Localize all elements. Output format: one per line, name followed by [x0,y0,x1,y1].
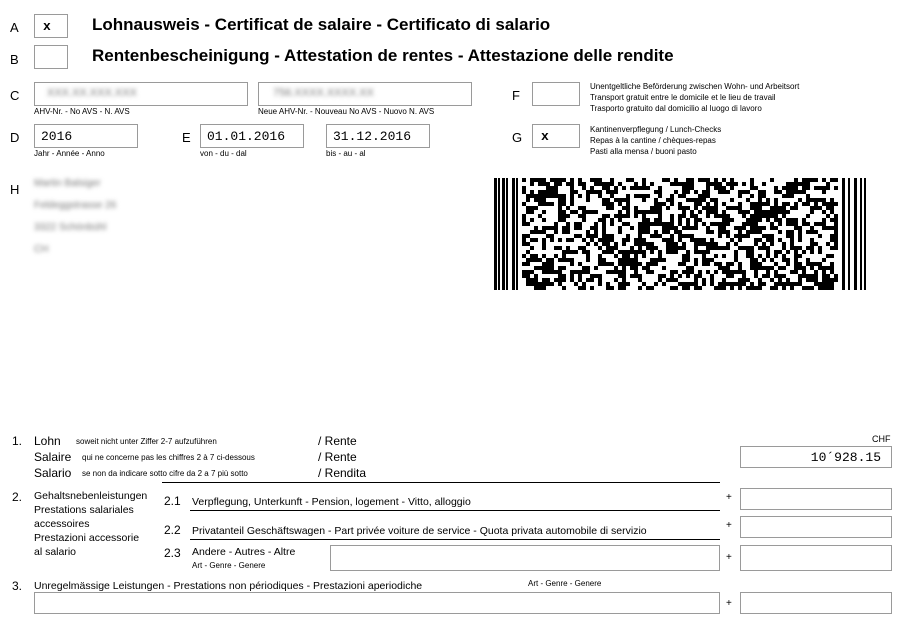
item-2-1-plus: + [726,492,732,503]
item-2-3-plus: + [726,552,732,563]
ahv-number-field[interactable] [34,82,248,106]
transport-label-de: Unentgeltliche Beförderung zwischen Wohn- und Arbeitsort [590,82,800,91]
ahv-number-label: AHV-Nr. - No AVS - N. AVS [34,107,130,116]
barcode-image [494,178,866,290]
item-2-label-de: Gehaltsnebenleistungen [34,490,148,502]
item-2-label-it2: al salario [34,546,77,558]
item-2-2-underline [190,539,720,540]
item-2-label-fr1: Prestations salariales [34,504,134,516]
item-1-note-fr: qui ne concerne pas les chiffres 2 à 7 ci-dessous [82,453,255,462]
transport-label-fr: Transport gratuit entre le domicile et le lieu de travail [590,93,776,102]
item-1-rente-it: / Rendita [318,466,367,480]
period-from-label: von - du - dal [200,149,247,158]
lohnausweis-checkbox[interactable]: x [34,14,68,38]
row-letter-g: G [512,130,523,145]
item-1-word-de: Lohn [34,434,61,448]
rentenbescheinigung-checkbox[interactable] [34,45,68,69]
ahv-number-value: XXX.XX.XXX.XXX [47,87,137,99]
item-2-label-it1: Prestazioni accessorie [34,532,140,544]
canteen-checkbox[interactable]: x [532,124,580,148]
item-2-1-underline [190,510,720,511]
item-2-1-label: Verpflegung, Unterkunft - Pension, logement - Vitto, alloggio [192,496,471,508]
item-2-3-amount-field[interactable] [740,545,892,571]
item-1-number: 1. [12,434,23,448]
lohnausweis-title: Lohnausweis - Certificat de salaire - Certificato di salario [92,15,551,34]
new-ahv-number-label: Neue AHV-Nr. - Nouveau No AVS - Nuovo N. AVS [258,107,435,116]
item-1-word-fr: Salaire [34,450,72,464]
item-3-number: 3. [12,579,23,593]
row-letter-c: C [10,88,20,103]
item-1-note-it: se non da indicare sotto cifre da 2 a 7 più sotto [82,469,248,478]
canteen-label-fr: Repas à la cantine / chèques-repas [590,136,716,145]
row-letter-h: H [10,182,20,197]
item-1-note-de: soweit nicht unter Ziffer 2-7 aufzuführen [76,437,217,446]
item-1-rente-de: / Rente [318,434,357,448]
row-letter-e: E [182,130,191,145]
item-3-amount-field[interactable] [740,592,892,614]
address-street: Feldeggstrasse 26 [34,200,117,211]
year-label: Jahr - Année - Anno [34,149,105,158]
new-ahv-number-value: 756.XXXX.XXXX.XX [273,87,374,99]
address-country: CH [34,244,49,255]
item-2-2-number: 2.2 [164,523,181,537]
employee-address [34,178,116,266]
item-2-3-label: Andere - Autres - Altre [192,546,296,558]
item-2-2-amount-field[interactable] [740,516,892,538]
row-letter-b: B [10,52,19,67]
item-1-rente-fr: / Rente [318,450,357,464]
item-2-3-number: 2.3 [164,546,181,560]
transport-checkbox[interactable] [532,82,580,106]
transport-label-it: Trasporto gratuito dal domicilio al luogo di lavoro [590,104,762,113]
item-1-amount-field[interactable] [740,446,892,468]
item-3-sublabel: Art - Genre - Genere [528,579,602,588]
canteen-label-it: Pasti alla mensa / buoni pasto [590,147,697,156]
year-field[interactable] [34,124,138,148]
item-2-2-plus: + [726,520,732,531]
address-city: 3322 Schönbühl [34,222,107,233]
period-to-value: 31.12.2016 [333,129,412,144]
address-name: Martin Balsiger [34,178,101,189]
item-2-3-type-field[interactable] [330,545,720,571]
item-1-word-it: Salario [34,466,72,480]
currency-label: CHF [872,434,891,444]
item-3-plus: + [726,598,732,609]
item-3-type-field[interactable] [34,592,720,614]
period-to-label: bis - au - al [326,149,366,158]
row-letter-a: A [10,20,19,35]
rentenbescheinigung-title: Rentenbescheinigung - Attestation de rentes - Attestazione delle rendite [92,46,674,65]
item-1-underline [162,482,720,483]
period-from-field[interactable] [200,124,304,148]
period-from-value: 01.01.2016 [207,129,286,144]
new-ahv-number-field[interactable] [258,82,472,106]
row-letter-f: F [512,88,520,103]
item-2-2-label: Privatanteil Geschäftswagen - Part privée voiture de service - Quota privata automobile di servizio [192,525,647,537]
item-1-amount-value: 10´928.15 [810,450,881,465]
item-3-label: Unregelmässige Leistungen - Prestations non périodiques - Prestazioni aperiodiche [34,580,423,592]
canteen-label-de: Kantinenverpflegung / Lunch-Checks [590,125,722,134]
row-letter-d: D [10,130,20,145]
year-value: 2016 [41,129,73,144]
item-2-number: 2. [12,490,23,504]
item-2-label-fr2: accessoires [34,518,90,530]
item-2-1-amount-field[interactable] [740,488,892,510]
item-2-1-number: 2.1 [164,494,181,508]
period-to-field[interactable] [326,124,430,148]
item-2-3-sublabel: Art - Genre - Genere [192,561,266,570]
